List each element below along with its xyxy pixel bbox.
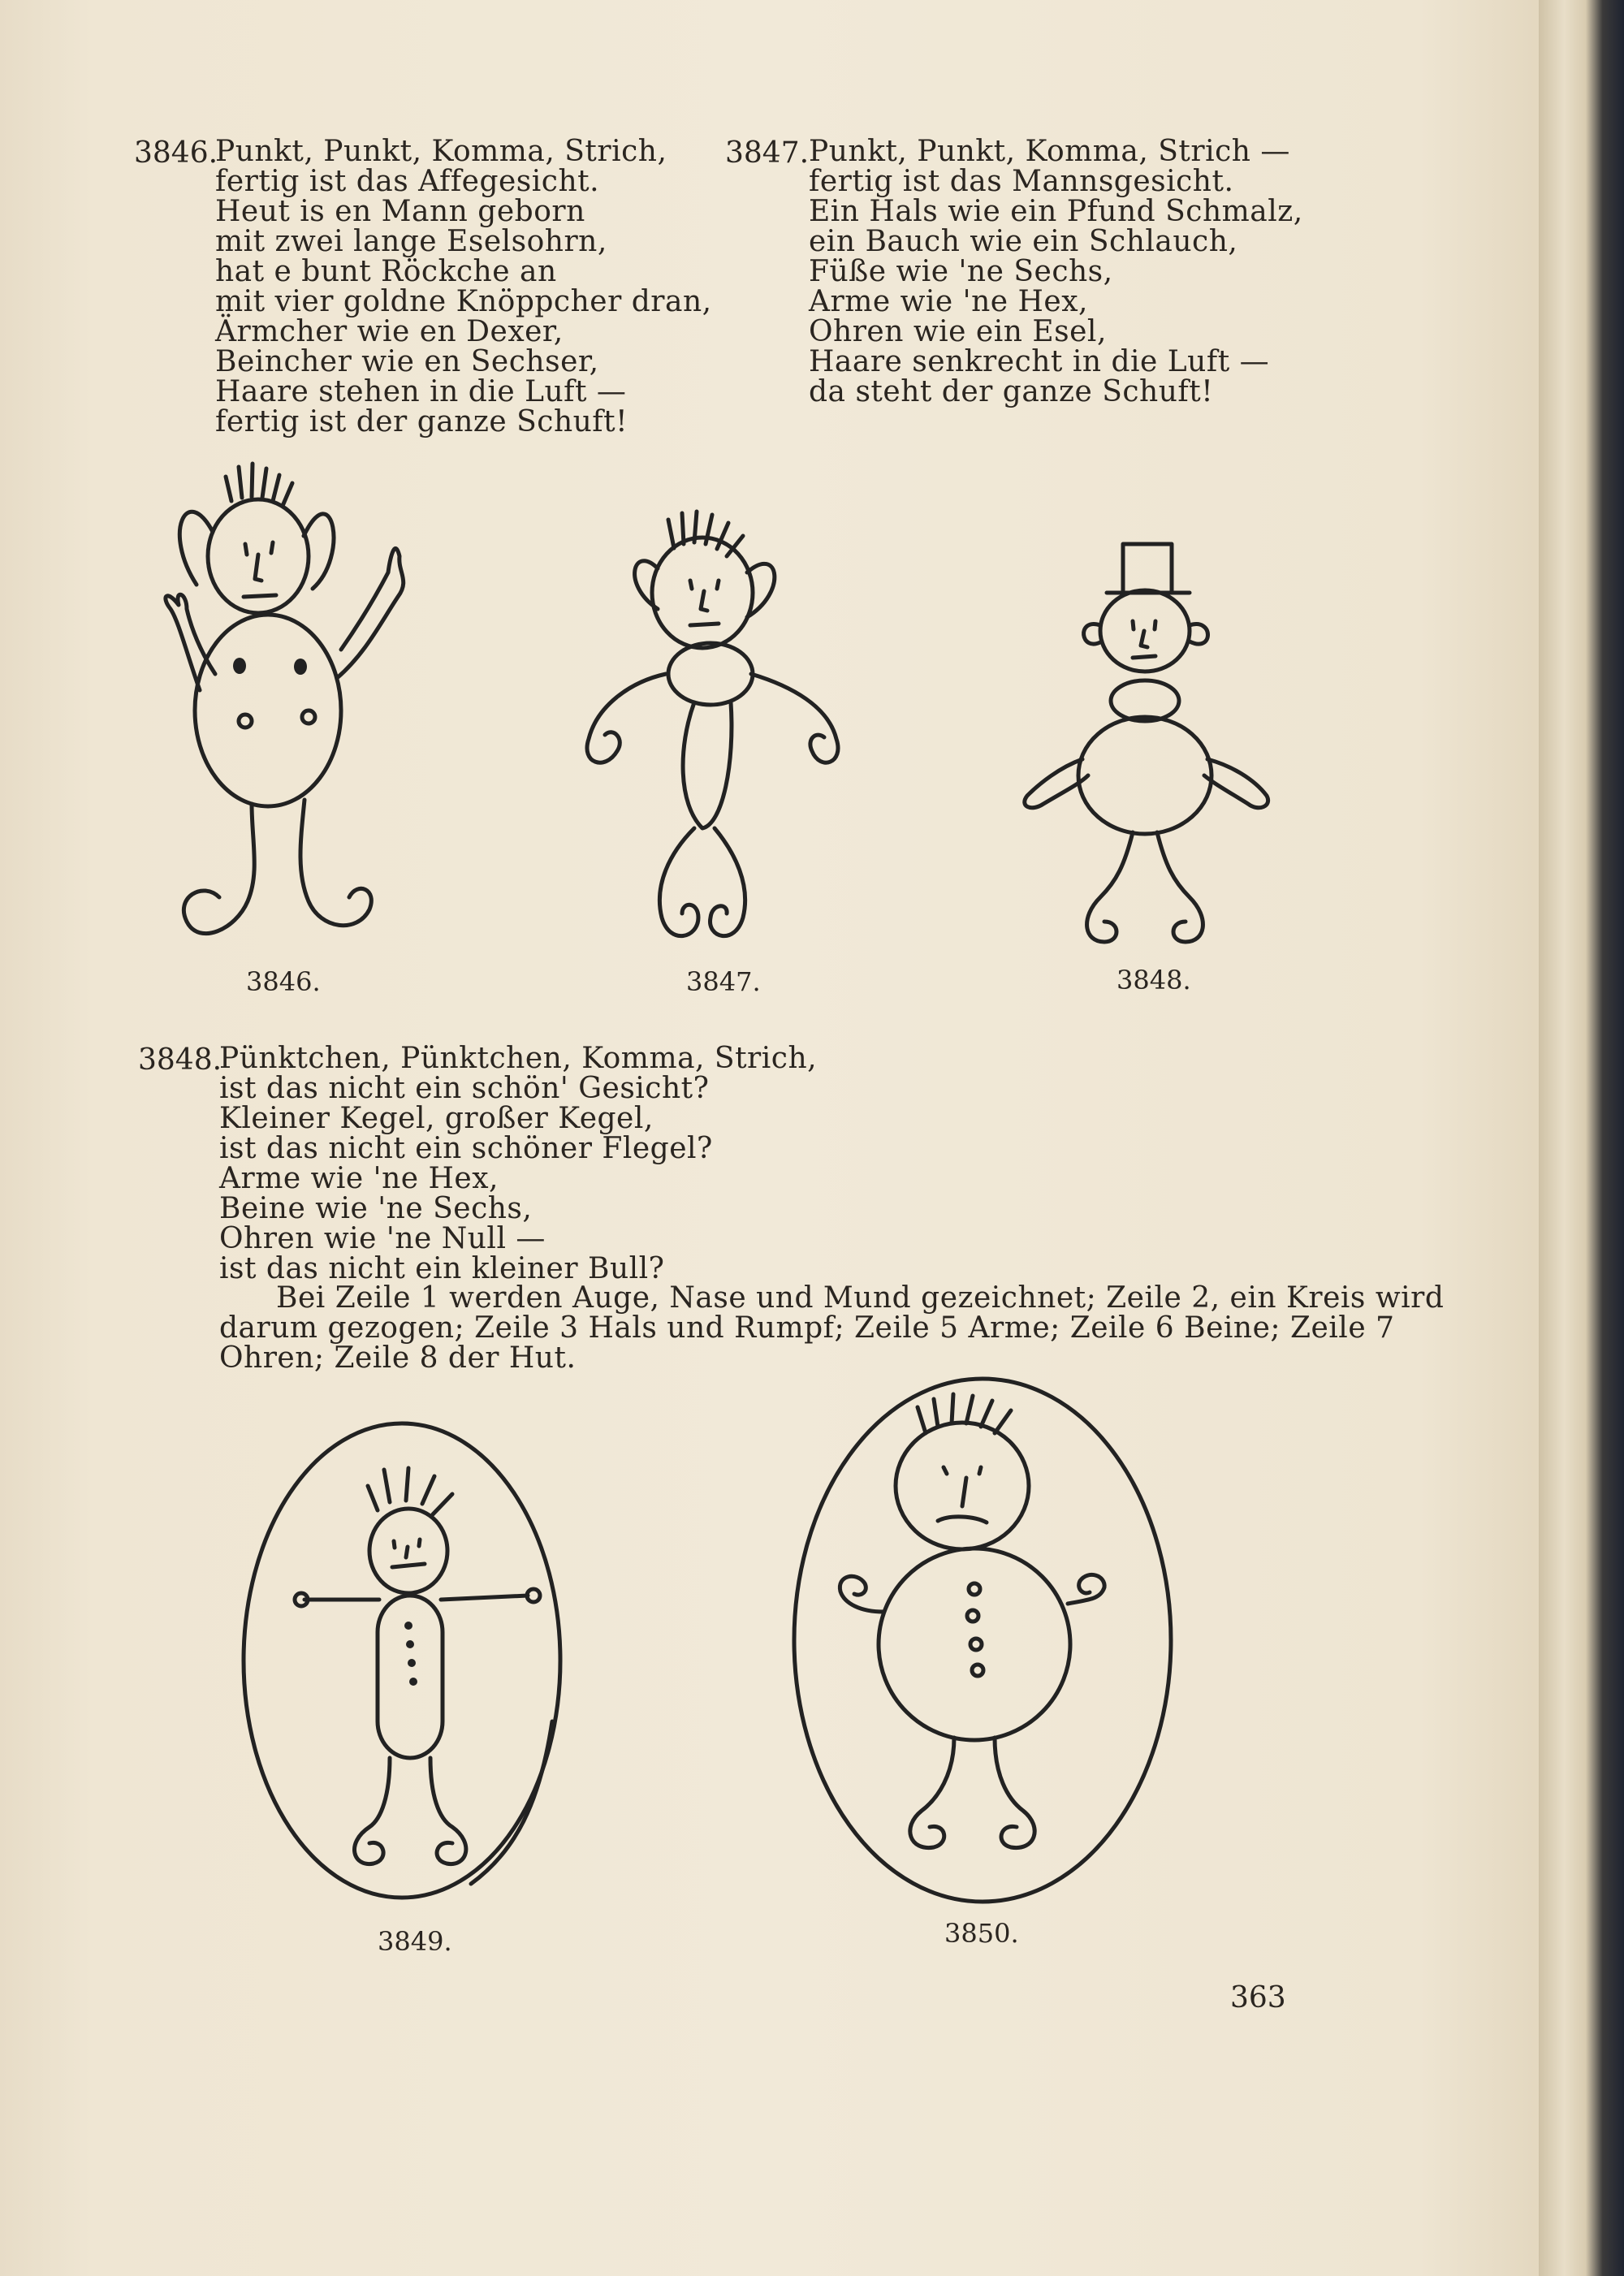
figure-3847-drawing	[581, 503, 865, 958]
verse-line: Haare senkrecht in die Luft —	[809, 345, 1270, 378]
verse-line: Heut is en Mann geborn	[215, 195, 585, 228]
verse-line: ist das nicht ein schöner Flegel?	[219, 1132, 713, 1165]
figure-caption-3849: 3849.	[378, 1926, 452, 1957]
figure-caption-3847: 3847.	[686, 966, 761, 997]
entry-number: 3846.	[134, 136, 218, 170]
verse-line: Beine wie 'ne Sechs,	[219, 1192, 533, 1225]
verse-line: ist das nicht ein kleiner Bull?	[219, 1252, 665, 1285]
verse-line: Punkt, Punkt, Komma, Strich,	[215, 135, 667, 168]
book-spine-edge	[1539, 0, 1624, 2276]
figure-caption-3846: 3846.	[246, 966, 321, 997]
verse-line: Ohren wie 'ne Null —	[219, 1222, 546, 1255]
verse-line: Kleiner Kegel, großer Kegel,	[219, 1102, 654, 1135]
verse-line: Ärmcher wie en Dexer,	[215, 315, 564, 348]
verse-line: mit vier goldne Knöppcher dran,	[215, 285, 712, 318]
verse-line: Ein Hals wie ein Pfund Schmalz,	[809, 195, 1303, 228]
verse-line: fertig ist das Affegesicht.	[215, 165, 600, 198]
verse-line: Punkt, Punkt, Komma, Strich —	[809, 135, 1290, 168]
verse-line: Arme wie 'ne Hex,	[219, 1162, 499, 1195]
figure-3846-drawing	[154, 459, 430, 962]
note-line: Bei Zeile 1 werden Auge, Nase und Mund gezeichnet; Zeile 2, ein Kreis wird	[276, 1281, 1445, 1315]
figure-3849-drawing	[240, 1413, 597, 1916]
entry-verse	[219, 1043, 817, 1284]
note-line: darum gezogen; Zeile 3 Hals und Rumpf; Zeile 5 Arme; Zeile 6 Beine; Zeile 7	[219, 1311, 1395, 1345]
entry-verse	[809, 136, 1303, 407]
page-number: 363	[1230, 1981, 1286, 2015]
figure-3848-drawing	[1019, 540, 1279, 962]
verse-line: ein Bauch wie ein Schlauch,	[809, 225, 1238, 258]
note-line: Ohren; Zeile 8 der Hut.	[219, 1341, 577, 1375]
figure-caption-3848: 3848.	[1116, 965, 1191, 995]
verse-line: Haare stehen in die Luft —	[215, 375, 627, 408]
verse-line: fertig ist das Mannsgesicht.	[809, 165, 1234, 198]
figure-caption-3850: 3850.	[944, 1918, 1019, 1949]
verse-line: Ohren wie ein Esel,	[809, 315, 1107, 348]
verse-line: ist das nicht ein schön' Gesicht?	[219, 1072, 710, 1105]
explanatory-note	[219, 1281, 1445, 1375]
verse-line: Füße wie 'ne Sechs,	[809, 255, 1113, 288]
figure-3850-drawing	[788, 1368, 1177, 1912]
verse-line: mit zwei lange Eselsohrn,	[215, 225, 607, 258]
verse-line: fertig ist der ganze Schuft!	[215, 405, 628, 438]
verse-line: da steht der ganze Schuft!	[809, 375, 1214, 408]
verse-line: Arme wie 'ne Hex,	[809, 285, 1088, 318]
verse-line: Beincher wie en Sechser,	[215, 345, 599, 378]
entry-number: 3847.	[725, 136, 810, 170]
entry-verse	[215, 136, 712, 437]
verse-line: hat e bunt Röckche an	[215, 255, 557, 288]
entry-number: 3848.	[138, 1043, 222, 1077]
verse-line: Pünktchen, Pünktchen, Komma, Strich,	[219, 1042, 818, 1075]
